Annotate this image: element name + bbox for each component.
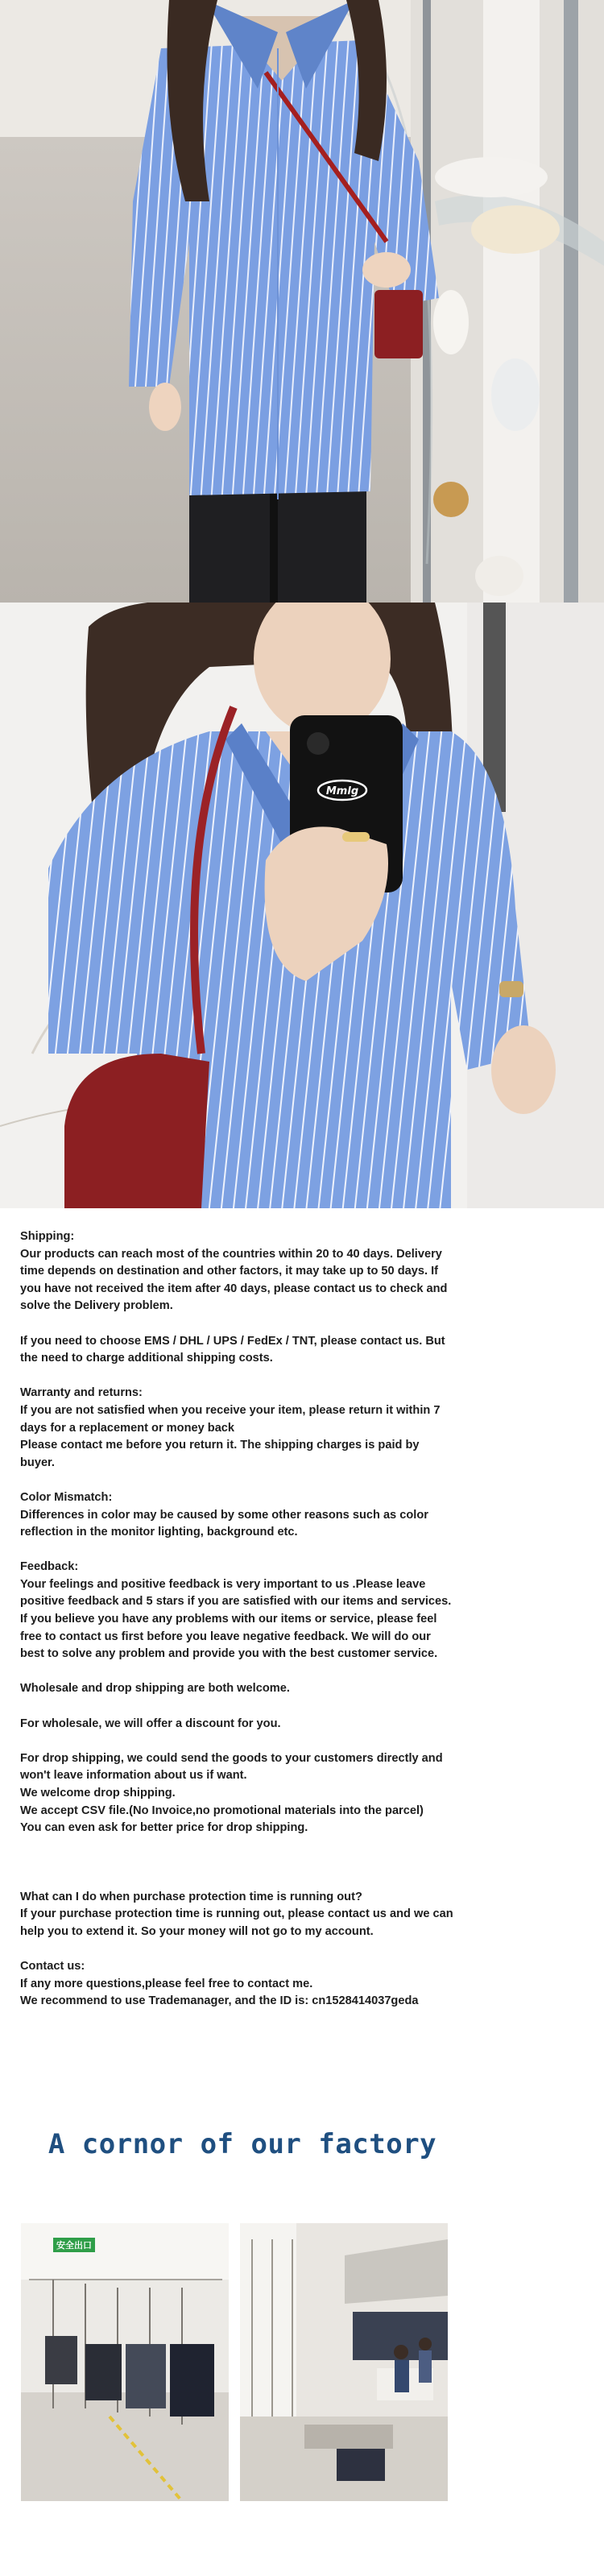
wholesale-section bbox=[20, 1680, 465, 1698]
phone-case-brand: Mmlg bbox=[325, 785, 359, 797]
feedback-line: free to contact us first before you leave negative feedback. We will do our bbox=[20, 1630, 431, 1643]
dropship-line: For drop shipping, we could send the goods to your customers directly and bbox=[20, 1751, 443, 1765]
color-line: reflection in the monitor lighting, background etc. bbox=[20, 1526, 298, 1539]
exit-sign: 安全出口 bbox=[53, 2238, 95, 2252]
contact-heading: Contact us: bbox=[20, 1960, 85, 1973]
shipping-line: time depends on destination and other factors, it may take up to 50 days. If bbox=[20, 1265, 438, 1278]
shipping-line: Our products can reach most of the countries within 20 to 40 days. Delivery bbox=[20, 1247, 442, 1261]
feedback-line: If you believe you have any problems with our items or service, please feel bbox=[20, 1613, 437, 1626]
shipping-heading: Shipping: bbox=[20, 1230, 75, 1243]
dropship-section bbox=[20, 1750, 465, 1837]
color-section bbox=[20, 1489, 465, 1542]
shipping-section bbox=[20, 1228, 465, 1315]
factory-photo-right bbox=[240, 2223, 448, 2501]
product-photo-front bbox=[0, 0, 604, 603]
factory-photo-left bbox=[21, 2223, 229, 2501]
express-line: If you need to choose EMS / DHL / UPS / FedEx / TNT, please contact us. But bbox=[20, 1334, 445, 1348]
factory-photos bbox=[21, 2223, 448, 2501]
contact-line: If any more questions,please feel free to contact me. bbox=[20, 1977, 313, 1990]
protection-heading: What can I do when purchase protection time is running out? bbox=[20, 1890, 362, 1903]
dropship-line: You can even ask for better price for drop shipping. bbox=[20, 1821, 308, 1835]
store-policy-text bbox=[20, 1228, 465, 2028]
shipping-line: you have not received the item after 40 days, please contact us to check and bbox=[20, 1282, 448, 1295]
feedback-line: Your feelings and positive feedback is very important to us .Please leave bbox=[20, 1577, 426, 1591]
shipping-line: solve the Delivery problem. bbox=[20, 1299, 173, 1313]
color-heading: Color Mismatch: bbox=[20, 1490, 113, 1504]
express-section bbox=[20, 1333, 465, 1368]
feedback-section bbox=[20, 1559, 465, 1663]
express-line: the need to charge additional shipping costs. bbox=[20, 1352, 273, 1365]
warranty-line: Please contact me before you return it. The shipping charges is paid by bbox=[20, 1439, 420, 1452]
contact-section bbox=[20, 1958, 465, 2011]
feedback-line: best to solve any problem and provide you with the best customer service. bbox=[20, 1647, 438, 1661]
dropship-line: We accept CSV file.(No Invoice,no promotional materials into the parcel) bbox=[20, 1804, 424, 1817]
wholesale-line: For wholesale, we will offer a discount for you. bbox=[20, 1717, 281, 1730]
color-line: Differences in color may be caused by some other reasons such as color bbox=[20, 1508, 428, 1522]
dropship-line: won't leave information about us if want. bbox=[20, 1769, 247, 1783]
discount-section bbox=[20, 1716, 465, 1733]
warranty-line: days for a replacement or money back bbox=[20, 1421, 235, 1435]
contact-line: We recommend to use Trademanager, and the ID is: cn1528414037geda bbox=[20, 1994, 419, 2008]
factory-heading: A cornor of our factory bbox=[48, 2128, 437, 2160]
wholesale-line: Wholesale and drop shipping are both welcome. bbox=[20, 1682, 290, 1696]
warranty-line: If you are not satisfied when you receive your item, please return it within 7 bbox=[20, 1403, 441, 1417]
product-photo-mirror-selfie bbox=[0, 603, 604, 1208]
protection-line: If your purchase protection time is running out, please contact us and we can bbox=[20, 1907, 453, 1921]
feedback-line: positive feedback and 5 stars if you are satisfied with our items and services. bbox=[20, 1595, 452, 1609]
dropship-line: We welcome drop shipping. bbox=[20, 1787, 176, 1799]
feedback-heading: Feedback: bbox=[20, 1560, 79, 1574]
warranty-heading: Warranty and returns: bbox=[20, 1386, 143, 1400]
warranty-section bbox=[20, 1385, 465, 1472]
warranty-line: buyer. bbox=[20, 1456, 55, 1469]
protection-line: help you to extend it. So your money will not go to my account. bbox=[20, 1924, 374, 1938]
protection-section bbox=[20, 1889, 465, 1941]
